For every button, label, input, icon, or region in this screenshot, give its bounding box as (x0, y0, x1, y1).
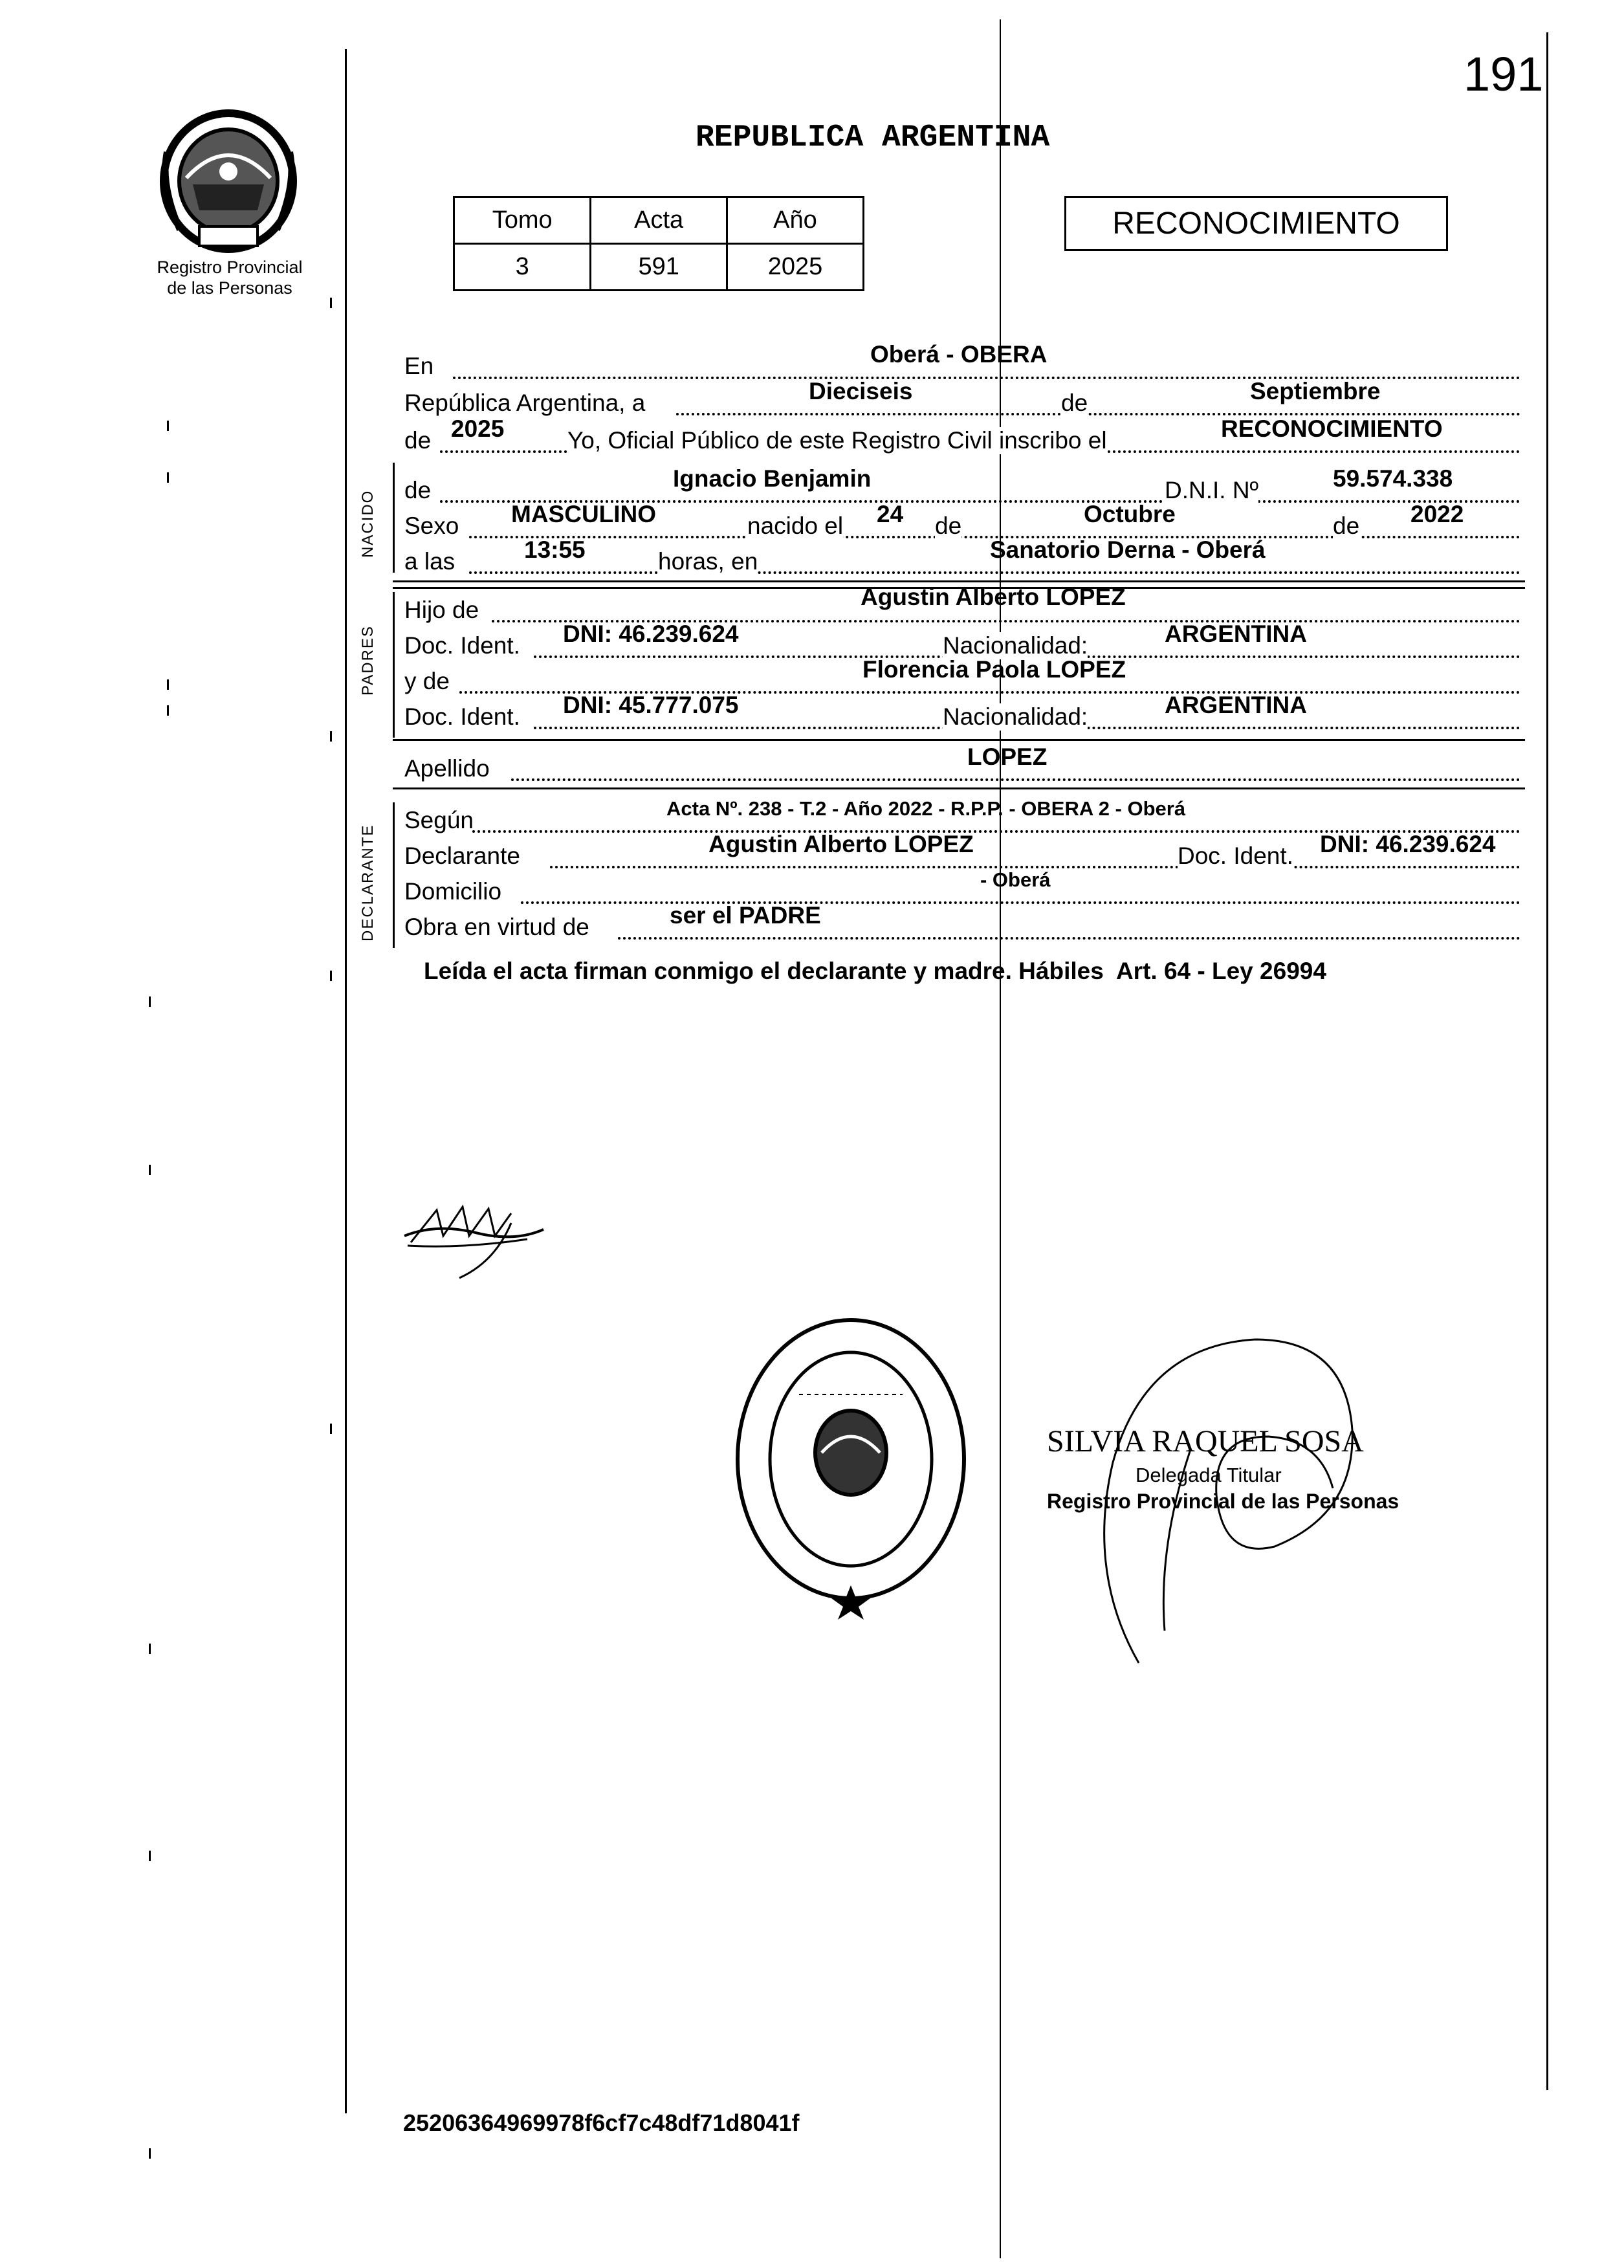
right-margin-line (1546, 32, 1548, 2090)
segun-label: Según (404, 807, 474, 833)
nacido-label: nacido el (747, 512, 844, 539)
en-label: En (404, 353, 434, 379)
section-bracket (393, 802, 395, 948)
father-nationality: ARGENTINA (1165, 621, 1307, 647)
margin-tick (149, 2148, 151, 2159)
mother-doc: DNI: 45.777.075 (563, 692, 739, 718)
official-seal-icon (728, 1310, 974, 1621)
de-label: de (1333, 512, 1360, 539)
alas-label: a las (404, 548, 455, 575)
section-divider (393, 787, 1525, 789)
de-label: de (1061, 390, 1088, 416)
provincia-emblem-icon (154, 107, 303, 256)
act-value: RECONOCIMIENTO (1221, 415, 1443, 442)
margin-tick (149, 1851, 151, 1861)
margin-tick (330, 731, 332, 742)
apellido-label: Apellido (404, 755, 490, 782)
sexo-value: MASCULINO (511, 501, 657, 527)
margin-tick (330, 298, 332, 308)
de-label: de (935, 512, 962, 539)
closing-text: Leída el acta firman conmigo el declarante y madre. Hábiles Art. 64 - Ley 26994 (424, 958, 1326, 984)
section-bracket (393, 592, 395, 738)
birth-year-value: 2022 (1410, 501, 1464, 527)
hijo-label: Hijo de (404, 597, 479, 623)
official-name: SILVIA RAQUEL SOSA (1047, 1424, 1364, 1459)
declarante-label: Declarante (404, 842, 520, 869)
domicilio-label: Domicilio (404, 878, 502, 905)
margin-tick (149, 1165, 151, 1175)
declarante-doc: DNI: 46.239.624 (1320, 831, 1496, 857)
official-signature-icon (1061, 1301, 1423, 1676)
record-type-label: RECONOCIMIENTO (1112, 206, 1400, 241)
registry-line-2: de las Personas (167, 278, 292, 298)
section-divider (393, 739, 1525, 741)
sexo-label: Sexo (404, 512, 459, 539)
margin-tick (167, 705, 169, 716)
day-value: Dieciseis (809, 378, 913, 404)
document-hash: 25206364969978f6cf7c48df71d8041f (403, 2109, 800, 2136)
segun-value: Acta Nº. 238 - T.2 - Año 2022 - R.P.P. - OBERA 2 - Oberá (666, 797, 1186, 820)
section-declarante-label: DECLARANTE (359, 824, 377, 941)
record-type-box (1064, 196, 1448, 251)
domicilio-value: - Oberá (980, 868, 1051, 891)
father-doc: DNI: 46.239.624 (563, 621, 739, 647)
republica-label: República Argentina, a (404, 390, 646, 416)
official-role: Delegada Titular (1136, 1464, 1282, 1486)
margin-tick (149, 1644, 151, 1654)
margin-tick (167, 472, 169, 483)
registry-line-1: Registro Provincial (157, 258, 303, 277)
birth-day-value: 24 (877, 501, 904, 527)
margin-tick (167, 421, 169, 431)
value-anio: 2025 (727, 244, 863, 291)
dotted-line (469, 571, 1520, 574)
obra-value: ser el PADRE (670, 902, 821, 929)
header-acta: Acta (591, 197, 727, 244)
declarante-name: Agustin Alberto LOPEZ (708, 831, 974, 857)
margin-tick (149, 996, 151, 1007)
dotted-line (618, 937, 1520, 940)
apellido-value: LOPEZ (967, 743, 1048, 770)
margin-tick (330, 971, 332, 981)
header-anio: Año (727, 197, 863, 244)
father-name: Agustin Alberto LOPEZ (861, 584, 1126, 610)
birth-month-value: Octubre (1084, 501, 1176, 527)
margin-tick (330, 1424, 332, 1434)
yde-label: y de (404, 668, 450, 694)
place-value: Oberá - OBERA (870, 341, 1048, 368)
dotted-line (511, 778, 1520, 781)
country-title: REPUBLICA ARGENTINA (696, 120, 1050, 155)
mother-nationality: ARGENTINA (1165, 692, 1307, 718)
time-value: 13:55 (524, 536, 586, 563)
month-value: Septiembre (1250, 378, 1381, 404)
page-number: 191 (1464, 47, 1544, 101)
doc-label: Doc. Ident. (1178, 842, 1293, 869)
birth-place-value: Sanatorio Derna - Oberá (990, 536, 1266, 563)
inscribo-label: Yo, Oficial Público de este Registro Civil inscribo el (567, 427, 1107, 454)
section-nacido-label: NACIDO (359, 489, 377, 558)
section-divider (393, 580, 1525, 582)
doc-label: Doc. Ident. (404, 703, 520, 730)
section-padres-label: PADRES (359, 625, 377, 696)
de-label: de (404, 427, 432, 454)
mother-name: Florencia Paola LOPEZ (862, 656, 1126, 683)
child-dni: 59.574.338 (1333, 465, 1453, 492)
obra-label: Obra en virtud de (404, 914, 589, 940)
child-name: Ignacio Benjamin (673, 465, 872, 492)
de-label: de (404, 477, 432, 503)
official-office: Registro Provincial de las Personas (1047, 1490, 1399, 1513)
doc-label: Doc. Ident. (404, 632, 520, 659)
nacionalidad-label: Nacionalidad: (943, 632, 1088, 659)
handwritten-initial-icon (398, 1197, 553, 1281)
value-tomo: 3 (454, 244, 591, 291)
dni-label: D.N.I. Nº (1165, 477, 1259, 503)
horas-label: horas, en (658, 548, 758, 575)
year-value: 2025 (451, 415, 505, 442)
value-acta: 591 (591, 244, 727, 291)
margin-tick (167, 679, 169, 690)
record-table (453, 196, 864, 291)
nacionalidad-label: Nacionalidad: (943, 703, 1088, 730)
header-tomo: Tomo (454, 197, 591, 244)
left-margin-line (345, 49, 347, 2113)
section-bracket (393, 463, 395, 573)
